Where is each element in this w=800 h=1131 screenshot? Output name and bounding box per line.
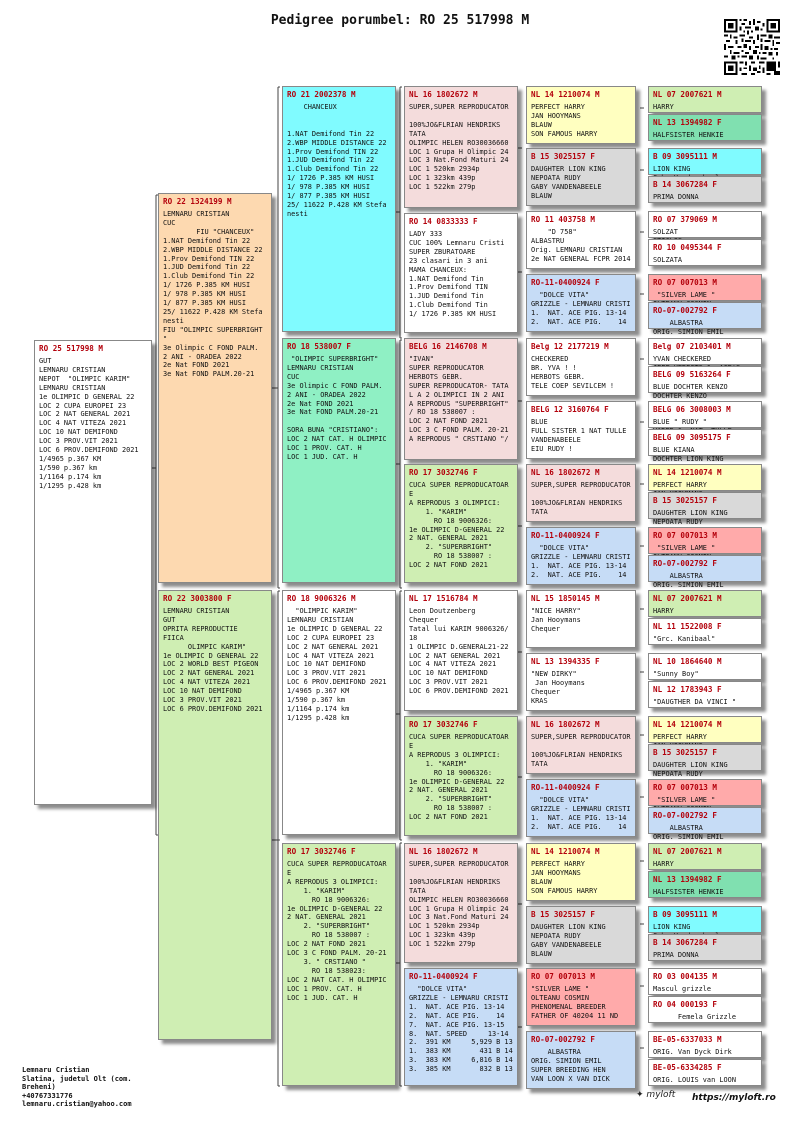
pigeon-card[interactable] bbox=[648, 148, 762, 175]
pigeon-details: DAUGHTER LION KING NEPOATA RUDY bbox=[653, 761, 728, 778]
pigeon-card[interactable] bbox=[648, 744, 762, 778]
pigeon-card[interactable] bbox=[282, 86, 396, 332]
ring-number: BELG 12 3160764 F bbox=[531, 405, 609, 414]
pigeon-card[interactable] bbox=[648, 114, 762, 141]
ring-number: RO 22 1324199 M bbox=[163, 197, 232, 206]
pigeon-details: PRIMA DONNA bbox=[653, 951, 699, 959]
pigeon-card[interactable] bbox=[648, 492, 762, 526]
pigeon-card[interactable] bbox=[648, 590, 762, 617]
ring-number: BE-05-6334285 F bbox=[653, 1063, 722, 1072]
ring-number: B 15 3025157 F bbox=[531, 152, 596, 161]
ring-number: RO 07 007013 M bbox=[531, 972, 596, 981]
ring-number: RO 07 379069 M bbox=[653, 215, 718, 224]
ring-number: NL 16 1802672 M bbox=[409, 90, 478, 99]
ring-number: B 15 3025157 F bbox=[531, 910, 596, 919]
pigeon-details: "SILVER LAME " OLTEANU COSMIN PHENOMENAL BREEDER FATHER OF 40204 11 ND bbox=[531, 985, 619, 1020]
pigeon-details: DAUGHTER LION KING NEPOATA RUDY bbox=[653, 509, 728, 526]
pigeon-card[interactable] bbox=[526, 779, 636, 837]
pigeon-card[interactable] bbox=[282, 590, 396, 835]
pigeon-card[interactable] bbox=[526, 590, 636, 648]
pigeon-details: LION KING bbox=[653, 923, 691, 931]
ring-number: NL 14 1210074 M bbox=[531, 90, 600, 99]
pigeon-card[interactable] bbox=[526, 968, 636, 1026]
ring-number: RO 07 007013 M bbox=[653, 783, 718, 792]
ring-number: RO-11-0400924 F bbox=[531, 531, 600, 540]
pigeon-details: DAUGHTER LION KING NEPOATA RUDY GABY VANDENABEELE BLAUW bbox=[531, 165, 606, 200]
pigeon-details: YVAN CHECKERED bbox=[653, 355, 712, 363]
pigeon-card[interactable] bbox=[526, 274, 636, 332]
ring-number: B 15 3025157 F bbox=[653, 496, 718, 505]
pigeon-card[interactable] bbox=[526, 527, 636, 585]
pigeon-card[interactable] bbox=[34, 340, 152, 805]
pigeon-card[interactable] bbox=[404, 464, 518, 583]
pigeon-details: SOLZAT bbox=[653, 228, 678, 236]
pigeon-card[interactable] bbox=[526, 464, 636, 522]
pigeon-card[interactable] bbox=[648, 429, 762, 463]
pigeon-details: CUCA SUPER REPRODUCATOAR E A REPRODUS 3 OLIMPICI: 1. "KARIM" RO 18 9006326: 1e OLIMPIC D-GENERAL 22 2 NAT. GENERAL 2021 2. "SUPERBRIGHT" RO 18 538007 : LOC 2 NAT FOND 2021 bbox=[409, 481, 509, 570]
ring-number: NL 12 1783943 F bbox=[653, 685, 722, 694]
pigeon-details: HARRY bbox=[653, 103, 674, 111]
ring-number: RO 22 3003800 F bbox=[163, 594, 232, 603]
pigeon-card[interactable] bbox=[648, 779, 762, 806]
pigeon-card[interactable] bbox=[648, 302, 762, 336]
ring-number: NL 10 1864640 M bbox=[653, 657, 722, 666]
pigeon-card[interactable] bbox=[648, 239, 762, 266]
pigeon-details: "DOLCE VITA" GRIZZLE - LEMNARU CRISTI 1. NAT. ACE PIG. 13-14 2. NAT. ACE PIG. 14 7. NAT. ACE PIG. 13-15 8. NAT. SPEED 13-14 2. 391 KM 5,929 B 13 1. 383 KM 431 B 14 3. 383 KM 6,816 B 14 3. 385 KM 832 B 13 bbox=[409, 985, 513, 1074]
pigeon-card[interactable] bbox=[404, 968, 518, 1086]
pigeon-card[interactable] bbox=[526, 653, 636, 711]
pigeon-details: PERFECT HARRY JAN HOOYMANS BLAUW SON FAMOUS HARRY bbox=[531, 103, 598, 138]
pigeon-card[interactable] bbox=[648, 86, 762, 113]
pigeon-card[interactable] bbox=[648, 843, 762, 870]
ring-number: NL 15 1850145 M bbox=[531, 594, 600, 603]
page-title: Pedigree porumbel: RO 25 517998 M bbox=[270, 13, 530, 28]
ring-number: NL 13 1394335 F bbox=[531, 657, 600, 666]
pigeon-details: ALBASTRA ORIG. SIMION EMIL bbox=[653, 319, 724, 336]
pigeon-card[interactable] bbox=[648, 653, 762, 680]
pigeon-details: LADY 333 CUC 100% Lemnaru Cristi SUPER ZBURATOARE 23 clasari in 3 ani MAMA CHANCEUX: 1.NAT Demifond Tin 1.Prov Demifond TIN 1.JUD Demifond Tin 1.Club Demifond Tin 1/ 1726 P.385 KM HUSI bbox=[409, 230, 505, 319]
pigeon-card[interactable] bbox=[648, 401, 762, 428]
pigeon-details: "Grc. Kanibaal" bbox=[653, 635, 716, 643]
pigeon-details: HALFSISTER HENKIE bbox=[653, 131, 724, 139]
pigeon-details: "OLIMPIC SUPERBRIGHT" LEMNARU CRISTIAN CUC 3e Olimpic C FOND PALM. 2 ANI - ORADEA 2022 2e Nat FOND 2021 3e Nat FOND PALM.20-21 SORA BUNA "CRISTIANO": LOC 2 NAT CAT. H OLIMPIC LOC 1 PROV. CAT. H LOC 1 JUD. CAT. H bbox=[287, 355, 387, 461]
pigeon-details: HARRY bbox=[653, 607, 674, 615]
pigeon-card[interactable] bbox=[648, 211, 762, 238]
ring-number: NL 16 1802672 M bbox=[531, 468, 600, 477]
ring-number: RO 17 3032746 F bbox=[409, 720, 478, 729]
ring-number: NL 14 1210074 M bbox=[653, 468, 722, 477]
ring-number: NL 07 2007621 M bbox=[653, 90, 722, 99]
pigeon-card[interactable] bbox=[158, 590, 272, 1040]
pigeon-card[interactable] bbox=[404, 213, 518, 333]
pigeon-details: BLUE DOCHTER KENZO DOCHTER KENZO bbox=[653, 383, 728, 400]
pigeon-details: PRIMA DONNA bbox=[653, 193, 699, 201]
pigeon-details: CHECKERED BR. YVA ! ! HERBOTS GEBR. TELE COEP SEVILCEM ! bbox=[531, 355, 614, 390]
ring-number: B 14 3067284 F bbox=[653, 938, 718, 947]
pigeon-details: Mascul grizzle bbox=[653, 985, 712, 993]
pigeon-card[interactable] bbox=[282, 338, 396, 583]
pigeon-card[interactable] bbox=[526, 401, 636, 459]
logo-text: myloft bbox=[646, 1090, 676, 1100]
pigeon-details: ALBASTRA ORIG. SIMION EMIL bbox=[653, 572, 724, 589]
pigeon-details: CHANCEUX 1.NAT Demifond Tin 22 2.WBP MIDDLE DISTANCE 22 1.Prov Demifond TIN 22 1.JUD Demifond Tin 22 1.Club Demifond Tin 22 1/ 1726 P.385 KM HUSI 1/ 978 P.385 KM HUSI 1/ 877 P.385 KM HUSI 25/ 11622 P.428 KM Stefa nesti bbox=[287, 103, 387, 218]
ring-number: RO-11-0400924 F bbox=[409, 972, 478, 981]
ring-number: RO 03 004135 M bbox=[653, 972, 718, 981]
pigeon-card[interactable] bbox=[404, 590, 518, 711]
bird-icon: ✦ bbox=[636, 1090, 644, 1100]
pigeon-card[interactable] bbox=[648, 274, 762, 301]
pigeon-card[interactable] bbox=[404, 843, 518, 963]
ring-number: NL 16 1802672 M bbox=[409, 847, 478, 856]
pigeon-card[interactable] bbox=[648, 934, 762, 961]
ring-number: RO 17 3032746 F bbox=[287, 847, 356, 856]
ring-number: RO-07-002792 F bbox=[653, 811, 718, 820]
ring-number: BELG 16 2146708 M bbox=[409, 342, 487, 351]
pigeon-details: ALBASTRA ORIG. SIMION EMIL SUPER BREEDING HEN VAN LOON X VAN DICK bbox=[531, 1048, 610, 1083]
pigeon-details: Leon Doutzenberg Chequer Tatal lui KARIM 9006326/ 18 1 OLIMPIC D.GENERAL21-22 LOC 2 NAT GENERAL 2021 LOC 4 NAT VITEZA 2021 LOC 10 NAT DEMIFOND LOC 3 PROV.VIT 2021 LOC 6 PROV.DEMIFOND 2021 bbox=[409, 607, 509, 696]
pigeon-card[interactable] bbox=[526, 211, 636, 269]
pigeon-card[interactable] bbox=[158, 193, 272, 583]
pigeon-card[interactable] bbox=[648, 871, 762, 898]
pigeon-details: GUT LEMNARU CRISTIAN NEPOT "OLIMPIC KARIM" LEMNARU CRISTIAN 1e OLIMPIC D GENERAL 22 LOC 2 CUPA EUROPEI 23 LOC 2 NAT GENERAL 2021 LOC 4 NAT VITEZA 2021 LOC 10 NAT DEMIFOND LOC 3 PROV.VIT 2021 LOC 6 PROV.DEMIFOND 2021 1/4965 p.367 KM 1/590 p.367 km 1/1164 p.174 km 1/1295 p.428 km bbox=[39, 357, 139, 490]
pigeon-card[interactable] bbox=[526, 906, 636, 964]
pigeon-details: DAUGHTER LION KING NEPOATA RUDY GABY VANDENABEELE BLAUW bbox=[531, 923, 606, 958]
pigeon-details: SOLZATA bbox=[653, 256, 683, 264]
pigeon-details: "DOLCE VITA" GRIZZLE - LEMNARU CRISTI 1. NAT. ACE PIG. 13-14 2. NAT. ACE PIG. 14 bbox=[531, 544, 631, 579]
pigeon-details: BLUE " RUDY " bbox=[653, 418, 707, 426]
ring-number: RO 07 007013 M bbox=[653, 531, 718, 540]
pigeon-card[interactable] bbox=[648, 555, 762, 589]
ring-number: BE-05-6337033 M bbox=[653, 1035, 722, 1044]
pigeon-card[interactable] bbox=[648, 968, 762, 995]
ring-number: RO 14 0833333 F bbox=[409, 217, 478, 226]
pigeon-details: Femela Grizzle bbox=[677, 1013, 736, 1021]
ring-number: RO 18 538007 F bbox=[287, 342, 352, 351]
ring-number: RO 11 403758 M bbox=[531, 215, 596, 224]
ring-number: RO 21 2002378 M bbox=[287, 90, 356, 99]
ring-number: NL 13 1394982 F bbox=[653, 875, 722, 884]
ring-number: NL 17 1516784 M bbox=[409, 594, 478, 603]
pigeon-card[interactable] bbox=[282, 843, 396, 1086]
ring-number: RO-11-0400924 F bbox=[531, 278, 600, 287]
pigeon-card[interactable] bbox=[526, 843, 636, 901]
pigeon-details: HALFSISTER HENKIE bbox=[653, 888, 724, 896]
pigeon-details: HARRY bbox=[653, 860, 674, 868]
pigeon-details: SUPER,SUPER REPRODUCATOR 100%JO&FLRIAN HENDRIKS TATA OLIMPIC HELEN RO30036660 LOC 1 Grupa H Olimpic 24 LOC 3 Nat.Fond Maturi 24 LOC 1 520km 2934p LOC 1 323km 439p LOC 1 522km 279p bbox=[409, 860, 509, 949]
ring-number: NL 07 2007621 M bbox=[653, 847, 722, 856]
pigeon-card[interactable] bbox=[648, 1031, 762, 1058]
ring-number: RO 07 007013 M bbox=[653, 278, 718, 287]
ring-number: RO 17 3032746 F bbox=[409, 468, 478, 477]
pigeon-details: LEMNARU CRISTIAN GUT OPRITA REPRODUCTIE FIICA OLIMPIC KARIM" 1e OLIMPIC D GENERAL 22 LOC 2 WORLD BEST PIGEON LOC 2 NAT GENERAL 2021 LOC 4 NAT VITEZA 2021 LOC 10 NAT DEMIFOND LOC 3 PROV.VIT 2021 LOC 6 PROV.DEMIFOND 2021 bbox=[163, 607, 263, 713]
ring-number: B 09 3095111 M bbox=[653, 152, 718, 161]
pigeon-details: "NICE HARRY" Jan Hooymans Chequer bbox=[531, 607, 581, 633]
pigeon-details: CUCA SUPER REPRODUCATOAR E A REPRODUS 3 OLIMPICI: 1. "KARIM" RO 18 9006326: 1e OLIMPIC D-GENERAL 22 2 NAT. GENERAL 2021 2. "SUPERBRIGHT" RO 18 538007 : LOC 2 NAT FOND 2021 LOC 3 C FOND PALM. 20-21 3. " CRSTIANO " RO 18 538023: LOC 2 NAT CAT. H OLIMPIC LOC 1 PROV. CAT. H LOC 1 JUD. CAT. H bbox=[287, 860, 387, 1002]
pigeon-details: "SILVER LAME " bbox=[657, 291, 716, 299]
pigeon-card[interactable] bbox=[648, 716, 762, 743]
ring-number: B 09 3095111 M bbox=[653, 910, 718, 919]
ring-number: BELG 09 5163264 F bbox=[653, 370, 731, 379]
pigeon-card[interactable] bbox=[526, 1031, 636, 1089]
pigeon-card[interactable] bbox=[404, 338, 518, 460]
pigeon-card[interactable] bbox=[648, 807, 762, 841]
pigeon-details: "OLIMPIC KARIM" LEMNARU CRISTIAN 1e OLIMPIC D GENERAL 22 LOC 2 CUPA EUROPEI 23 LOC 2 NAT GENERAL 2021 LOC 4 NAT VITEZA 2021 LOC 10 NAT DEMIFOND LOC 3 PROV.VIT 2021 LOC 6 PROV.DEMIFOND 2021 1/4965 p.367 KM 1/590 p.367 km 1/1164 p.174 km 1/1295 p.428 km bbox=[287, 607, 387, 722]
pigeon-details: PERFECT HARRY bbox=[653, 733, 707, 741]
ring-number: RO 04 000193 F bbox=[653, 1000, 718, 1009]
pigeon-details: "DOLCE VITA" GRIZZLE - LEMNARU CRISTI 1. NAT. ACE PIG. 13-14 2. NAT. ACE PIG. 14 bbox=[531, 291, 631, 326]
ring-number: Belg 12 2177219 M bbox=[531, 342, 609, 351]
myloft-logo bbox=[636, 1090, 675, 1100]
pigeon-details: "IVAN" SUPER REPRODUCATOR HERBOTS GEBR. SUPER REPRODUCATOR- TATA L A 2 OLIMPICI IN 2 ANI A REPRODUS "SUPERBRIGHT" / RO 18 538007 : LOC 2 NAT FOND 2021 LOC 3 C FOND PALM. 20-21 A REPRODUS " CRSTIANO "/ bbox=[409, 355, 509, 444]
ring-number: RO 10 0495344 F bbox=[653, 243, 722, 252]
pigeon-card[interactable] bbox=[526, 86, 636, 144]
pigeon-card[interactable] bbox=[526, 338, 636, 396]
pigeon-details: ALBASTRA ORIG. SIMION EMIL bbox=[653, 824, 724, 841]
pigeon-details: "Sunny Boy" bbox=[653, 670, 699, 678]
pigeon-details: ORIG. Van Dyck Dirk bbox=[653, 1048, 732, 1056]
pigeon-details: PERFECT HARRY JAN HOOYMANS BLAUW SON FAMOUS HARRY bbox=[531, 860, 598, 895]
ring-number: NL 14 1210074 M bbox=[531, 847, 600, 856]
pigeon-card[interactable] bbox=[648, 906, 762, 933]
pigeon-details: LEMNARU CRISTIAN CUC FIU "CHANCEUX" 1.NAT Demifond Tin 22 2.WBP MIDDLE DISTANCE 22 1.Prov Demifond TIN 22 1.JUD Demifond Tin 22 1.Club Demifond Tin 22 1/ 1726 P.385 KM HUSI 1/ 978 P.385 KM HUSI 1/ 877 P.385 KM HUSI 25/ 11622 P.428 KM Stefa nesti FIU "OLIMPIC SUPERBRIGHT " 3e Olimpic C FOND PALM. 2 ANI - ORADEA 2022 2e Nat FOND 2021 3e Nat FOND PALM.20-21 bbox=[163, 210, 263, 379]
ring-number: NL 13 1394982 F bbox=[653, 118, 722, 127]
ring-number: RO-07-002792 F bbox=[531, 1035, 596, 1044]
ring-number: NL 07 2007621 M bbox=[653, 594, 722, 603]
ring-number: NL 14 1210074 M bbox=[653, 720, 722, 729]
pigeon-card[interactable] bbox=[648, 366, 762, 400]
pigeon-details: SUPER,SUPER REPRODUCATOR 100%JO&FLRIAN HENDRIKS TATA OLIMPIC HELEN RO30036660 LOC 1 Grupa H Olimpic 24 LOC 3 Nat.Fond Maturi 24 LOC 1 520km 2934p LOC 1 323km 439p LOC 1 522km 279p bbox=[409, 103, 509, 192]
website-link[interactable]: https://myloft.ro bbox=[692, 1093, 776, 1103]
pigeon-card[interactable] bbox=[526, 148, 636, 206]
pigeon-card[interactable] bbox=[648, 1059, 762, 1086]
pigeon-card[interactable] bbox=[404, 86, 518, 208]
ring-number: B 15 3025157 F bbox=[653, 748, 718, 757]
ring-number: NL 11 1522008 F bbox=[653, 622, 722, 631]
pigeon-details: SUPER,SUPER REPRODUCATOR 100%JO&FLRIAN HENDRIKS TATA bbox=[531, 481, 631, 516]
pigeon-details: "SILVER LAME " bbox=[657, 544, 716, 552]
owner-contact: Lemnaru Cristian Slatina, judetul Olt (com. Breheni) +40767331776 lemnaru.cristian@yahoo.com bbox=[22, 1066, 132, 1109]
pigeon-details: SUPER,SUPER REPRODUCATOR 100%JO&FLRIAN HENDRIKS TATA bbox=[531, 733, 631, 768]
pigeon-card[interactable] bbox=[404, 716, 518, 836]
pigeon-card[interactable] bbox=[648, 176, 762, 203]
pigeon-card[interactable] bbox=[648, 618, 762, 645]
pigeon-details: "D 758" ALBASTRU Orig. LEMNARU CRISTIAN 2e NAT GENERAL FCPR 2014 bbox=[531, 228, 631, 263]
ring-number: BELG 09 3095175 F bbox=[653, 433, 731, 442]
pigeon-details: "DOLCE VITA" GRIZZLE - LEMNARU CRISTI 1. NAT. ACE PIG. 13-14 2. NAT. ACE PIG. 14 bbox=[531, 796, 631, 831]
pigeon-card[interactable] bbox=[526, 716, 636, 774]
pigeon-card[interactable] bbox=[648, 464, 762, 491]
ring-number: RO 25 517998 M bbox=[39, 344, 104, 353]
ring-number: NL 16 1802672 M bbox=[531, 720, 600, 729]
ring-number: BELG 06 3008003 M bbox=[653, 405, 731, 414]
ring-number: RO-07-002792 F bbox=[653, 559, 718, 568]
pigeon-details: "NEW DIRKY" Jan Hooymans Chequer KRAS bbox=[531, 670, 585, 705]
pigeon-card[interactable] bbox=[648, 681, 762, 708]
pigeon-card[interactable] bbox=[648, 338, 762, 365]
pigeon-details: BLUE FULL SISTER 1 NAT TULLE VANDENABEELE EIU RUDY ! bbox=[531, 418, 627, 453]
ring-number: Belg 07 2103401 M bbox=[653, 342, 731, 351]
pigeon-details: "SILVER LAME " bbox=[657, 796, 716, 804]
ring-number: RO 18 9006326 M bbox=[287, 594, 356, 603]
pigeon-details: "DAUGTHER DA VINCI " bbox=[653, 698, 736, 706]
ring-number: RO-07-002792 F bbox=[653, 306, 718, 315]
pigeon-details: PERFECT HARRY bbox=[653, 481, 707, 489]
pigeon-card[interactable] bbox=[648, 527, 762, 554]
pigeon-details: ORIG. LOUIS van LOON bbox=[653, 1076, 736, 1084]
ring-number: B 14 3067284 F bbox=[653, 180, 718, 189]
ring-number: RO-11-0400924 F bbox=[531, 783, 600, 792]
pigeon-details: CUCA SUPER REPRODUCATOAR E A REPRODUS 3 OLIMPICI: 1. "KARIM" RO 18 9006326: 1e OLIMPIC D-GENERAL 22 2 NAT. GENERAL 2021 2. "SUPERBRIGHT" RO 18 538007 : LOC 2 NAT FOND 2021 bbox=[409, 733, 509, 822]
pigeon-details: LION KING bbox=[653, 165, 691, 173]
pigeon-card[interactable] bbox=[648, 996, 762, 1023]
pigeon-details: BLUE KIANA DOCHTER LION KING bbox=[653, 446, 724, 463]
